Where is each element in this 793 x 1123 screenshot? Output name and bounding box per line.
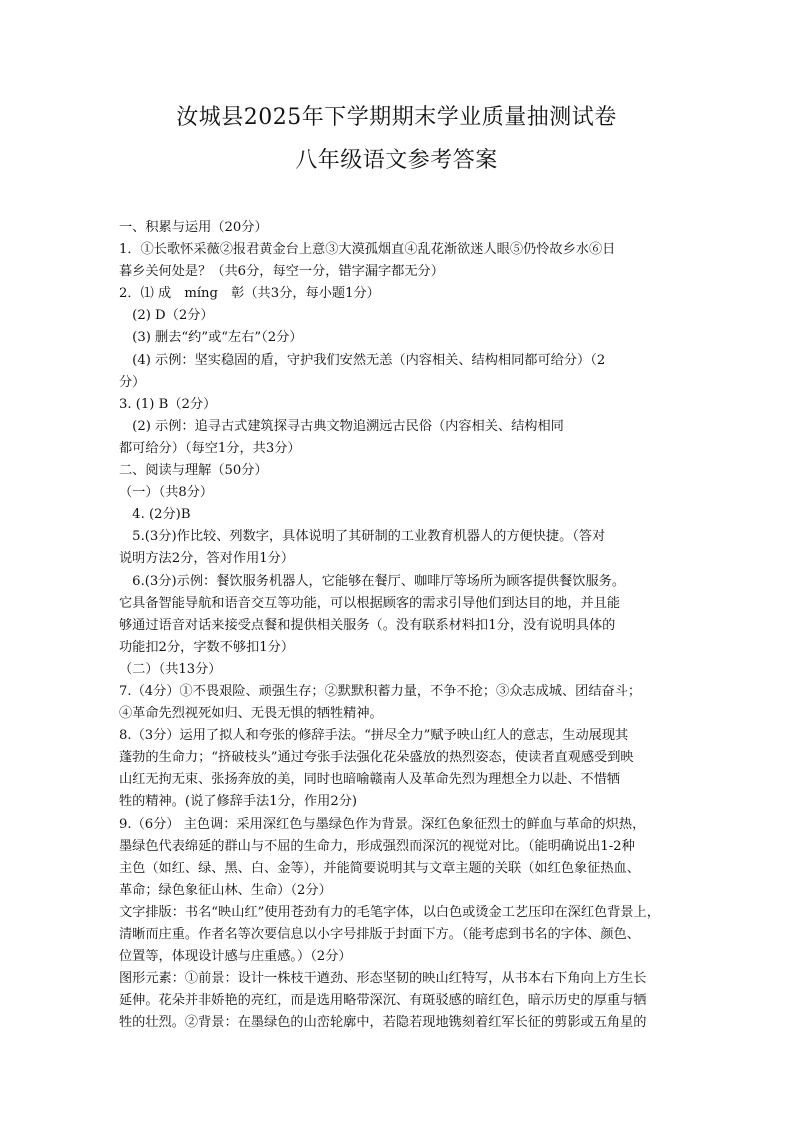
text-line: 位置等，体现设计感与庄重感。）（2分） xyxy=(119,949,352,965)
text-line: (2) 示例：追寻古式建筑探寻古典文物追溯远古民俗（内容相关、结构相同 xyxy=(119,418,564,434)
text-line: 墨绿色代表绵延的群山与不屈的生命力，形成强烈而深沉的视觉对比。（能明确说出1-2种 xyxy=(119,838,635,854)
text-line: 2．⑴ 成 míng 彰（共3分，每小题1分） xyxy=(119,286,380,302)
text-line: 9.（6分） 主色调：采用深红色与墨绿色作为背景。深红色象征烈士的鲜血与革命的炽热， xyxy=(119,816,646,832)
text-line: 说明方法2分，答对作用1分） xyxy=(119,551,295,567)
text-line: 分） xyxy=(119,374,146,390)
text-line: （二）（共13分） xyxy=(119,661,222,677)
text-line: 革命；绿色象征山林、生命）（2分） xyxy=(119,882,332,898)
text-line: 3. (1) B（2分） xyxy=(119,396,217,412)
exam-subtitle: 八年级语文参考答案 xyxy=(295,148,498,173)
text-line: (3) 删去“约”或“左右”（2分） xyxy=(119,330,303,346)
text-line: 蓬勃的生命力；“挤破枝头”通过夸张手法强化花朵盛放的热烈姿态，使读者直观感受到映 xyxy=(119,750,634,766)
text-line: 牲的精神。(说了修辞手法1分，作用2分) xyxy=(119,794,358,810)
text-line: 够通过语音对话来接受点餐和提供相关服务（。没有联系材料扣1分，没有说明具体的 xyxy=(119,617,616,633)
answer-body xyxy=(119,217,687,1034)
text-line: 7.（4分）①不畏艰险、顽强生存；②默默积蓄力量，不争不抢；③众志成城、团结奋斗； xyxy=(119,683,642,699)
text-line: 4. (2分)B xyxy=(119,507,191,523)
text-line: 二、阅读与理解（50分） xyxy=(119,463,268,479)
text-line: (4) 示例：坚实稳固的盾，守护我们安然无恙（内容相关、结构相同都可给分）（2 xyxy=(119,352,606,368)
text-line: 它具备智能导航和语音交互等功能，可以根据顾客的需求引导他们到达目的地，并且能 xyxy=(119,595,621,611)
text-line: 6.(3分)示例：餐饮服务机器人，它能够在餐厅、咖啡厅等场所为顾客提供餐饮服务。 xyxy=(119,573,626,589)
text-line: 暮乡关何处是？（共6分，每空一分，错字漏字都无分） xyxy=(119,264,444,280)
text-line: (2) D（2分） xyxy=(119,308,214,324)
text-line: ④革命先烈视死如归、无畏无惧的牺牲精神。 xyxy=(119,706,383,722)
exam-title: 汝城县2025年下学期期末学业质量抽测试卷 xyxy=(176,105,617,130)
text-line: 5.(3分)作比较、列数字，具体说明了其研制的工业教育机器人的方便快捷。（答对 xyxy=(119,529,606,545)
text-line: 8.（3分）运用了拟人和夸张的修辞手法。“拼尽全力”赋予映山红人的意志，生动展现其 xyxy=(119,728,629,744)
text-line: 1．①长歌怀采薇②报君黄金台上意③大漠孤烟直④乱花渐欲迷人眼⑤仍怜故乡水⑥日 xyxy=(119,242,616,258)
text-line: 主色（如红、绿、黑、白、金等），并能简要说明其与文章主题的关联（如红色象征热血、 xyxy=(119,860,640,876)
text-line: 功能扣2分，字数不够扣1分） xyxy=(119,639,295,655)
text-line: 山红无拘无束、张扬奔放的美，同时也暗喻赣南人及革命先烈为理想全力以赴、不惜牺 xyxy=(119,772,621,788)
text-line: 清晰而庄重。作者名等次要信息以小字号排版于封面下方。（能考虑到书名的字体、颜色、 xyxy=(119,927,640,942)
text-line: （一）（共8分） xyxy=(119,485,214,501)
text-line: 牲的壮烈。②背景：在墨绿色的山峦轮廓中，若隐若现地镌刻着红军长征的剪影或五角星的 xyxy=(119,1015,647,1031)
text-line: 文字排版：书名“映山红”使用苍劲有力的毛笔字体，以白色或烫金工艺压印在深红色背景上， xyxy=(119,904,660,920)
text-line: 一、积累与运用（20分） xyxy=(119,220,268,235)
text-line: 图形元素：①前景：设计一株枝干遒劲、形态坚韧的映山红特写，从书本右下角向上方生长 xyxy=(119,971,647,987)
text-line: 延伸。花朵并非娇艳的亮红，而是选用略带深沉、有斑驳感的暗红色，暗示历史的厚重与牺 xyxy=(119,993,647,1009)
text-line: 都可给分）（每空1分，共3分） xyxy=(119,440,301,456)
